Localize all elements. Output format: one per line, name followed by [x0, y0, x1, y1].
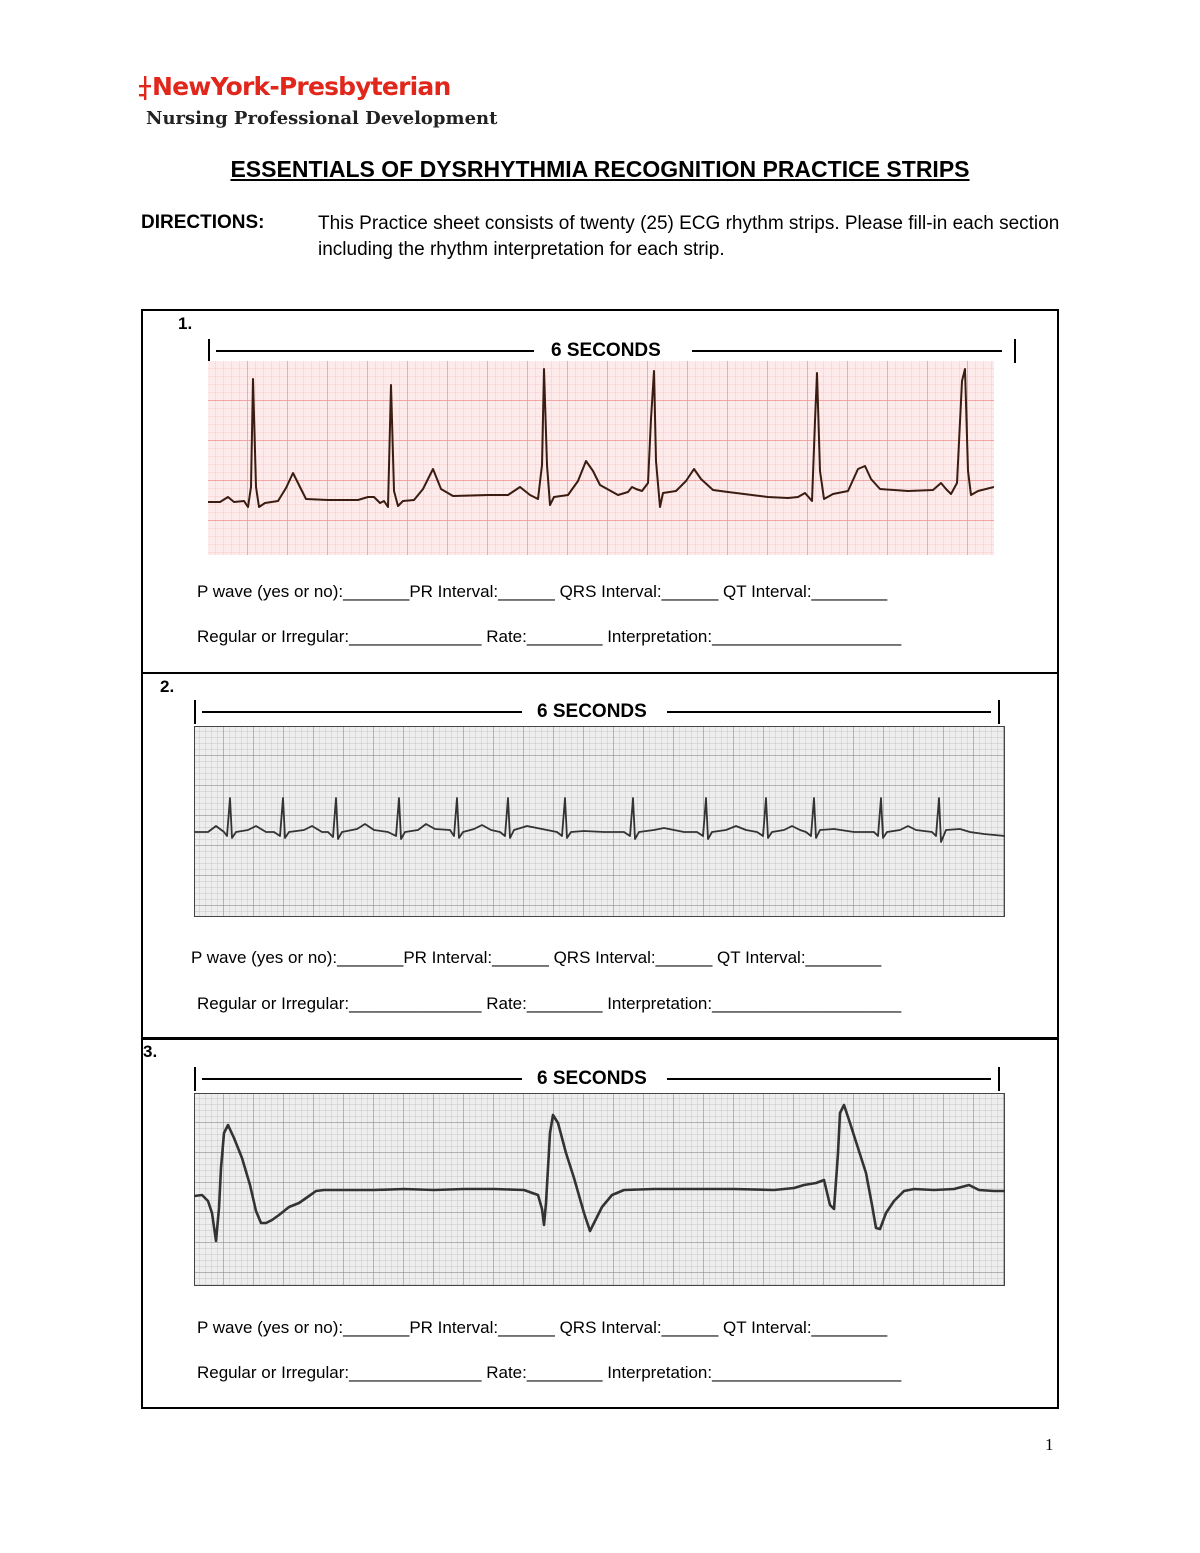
strip-3-fields-row-2[interactable]: Regular or Irregular:______________ Rate:________ Interpretation:____________________ — [197, 1363, 902, 1382]
department-subtitle: Nursing Professional Development — [146, 108, 498, 129]
duration-label: 6 SECONDS — [537, 701, 647, 722]
section-divider — [141, 672, 1059, 674]
duration-label: 6 SECONDS — [537, 1068, 647, 1089]
strip-number: 1. — [178, 314, 193, 333]
directions-text: This Practice sheet consists of twenty (25) ECG rhythm strips. Please fill-in each section including the rhythm interpretation for each strip. — [318, 213, 1060, 260]
page-number: 1 — [1045, 1435, 1054, 1454]
strip-2-fields-row-1[interactable]: P wave (yes or no):_______PR Interval:______ QRS Interval:______ QT Interval:________ — [191, 948, 882, 967]
nyp-logo-icon — [139, 76, 153, 100]
ecg-strip-1 — [208, 361, 994, 555]
strip-1-fields-row-1[interactable]: P wave (yes or no):_______PR Interval:______ QRS Interval:______ QT Interval:________ — [197, 582, 888, 601]
directions-label: DIRECTIONS: — [141, 212, 265, 233]
duration-label: 6 SECONDS — [551, 340, 661, 361]
duration-marker — [194, 700, 1004, 724]
section-divider — [141, 1037, 1059, 1040]
strip-3-fields-row-1[interactable]: P wave (yes or no):_______PR Interval:______ QRS Interval:______ QT Interval:________ — [197, 1318, 888, 1337]
strip-number: 3. — [143, 1042, 158, 1061]
ecg-strip-3 — [194, 1093, 1005, 1286]
page-title: ESSENTIALS OF DYSRHYTHMIA RECOGNITION PRACTICE STRIPS — [230, 156, 970, 182]
duration-marker — [208, 339, 1018, 363]
strip-2-fields-row-2[interactable]: Regular or Irregular:______________ Rate:________ Interpretation:____________________ — [197, 994, 902, 1013]
ecg-strip-2 — [194, 726, 1005, 917]
logo-text: NewYork-Presbyterian — [152, 72, 451, 101]
strip-1-fields-row-2[interactable]: Regular or Irregular:______________ Rate:________ Interpretation:____________________ — [197, 627, 902, 646]
strip-number: 2. — [160, 677, 175, 696]
duration-marker — [194, 1067, 1004, 1091]
